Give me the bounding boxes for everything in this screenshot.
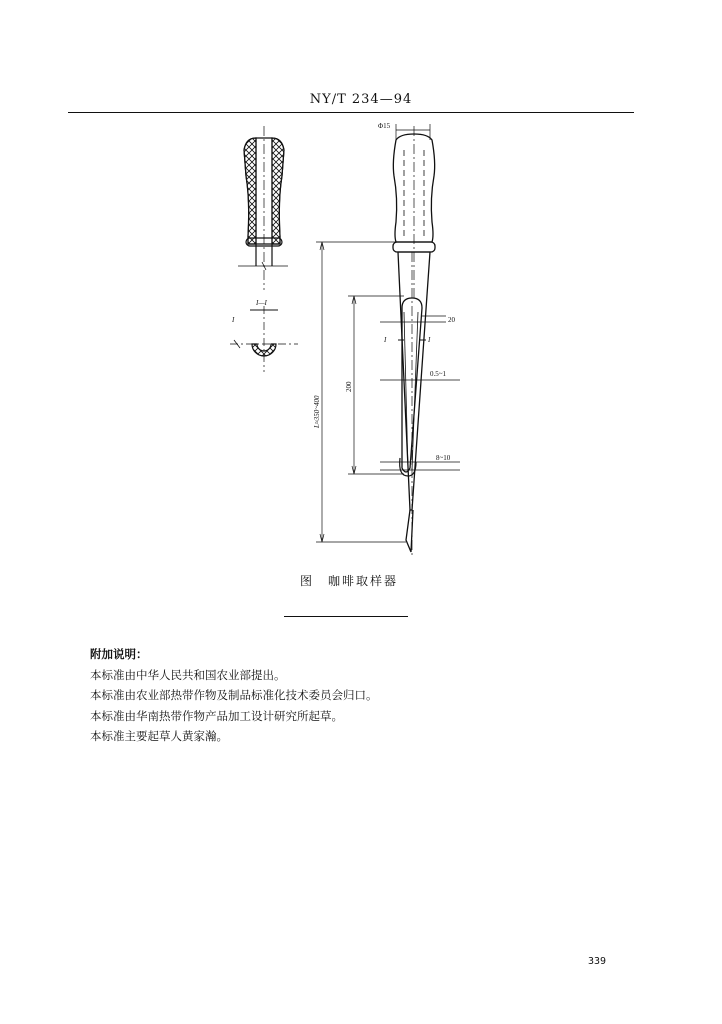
dim-20-label: 20	[448, 316, 455, 324]
dim-diameter-label: Φ15	[378, 122, 391, 130]
section-label-side: I	[232, 316, 235, 324]
notes-line: 本标准由农业部热带作物及制品标准化技术委员会归口。	[90, 688, 378, 702]
dim-8-10-label: 8~10	[436, 454, 451, 462]
dim-slot-length-label: 200	[345, 381, 353, 392]
figure-caption-label: 图	[300, 574, 315, 588]
section-mark-left: I	[384, 336, 387, 344]
notes-title: 附加说明：	[90, 647, 148, 661]
standard-code-header: NY/T 234—94	[309, 92, 413, 107]
dim-total-length-label: L≈350~400	[313, 395, 321, 428]
section-mark-right: I	[428, 336, 431, 344]
notes-line: 本标准由华南热带作物产品加工设计研究所起草。	[90, 708, 343, 723]
dim-clearance-label: 0.5~1	[430, 370, 447, 378]
section-i-i-view	[230, 306, 298, 372]
notes-line: 本标准主要起草人黄家瀚。	[90, 729, 228, 743]
figure-caption-title: 咖啡取样器	[328, 574, 399, 588]
section-label: I—I	[256, 299, 267, 307]
handle-section-view	[238, 126, 288, 290]
notes-line: 本标准由中华人民共和国农业部提出。	[90, 667, 286, 682]
page-number: 339	[588, 956, 607, 967]
additional-notes	[90, 644, 378, 747]
dimension-lines	[316, 242, 460, 542]
figure-caption	[300, 572, 398, 589]
separator-rule	[284, 616, 408, 617]
